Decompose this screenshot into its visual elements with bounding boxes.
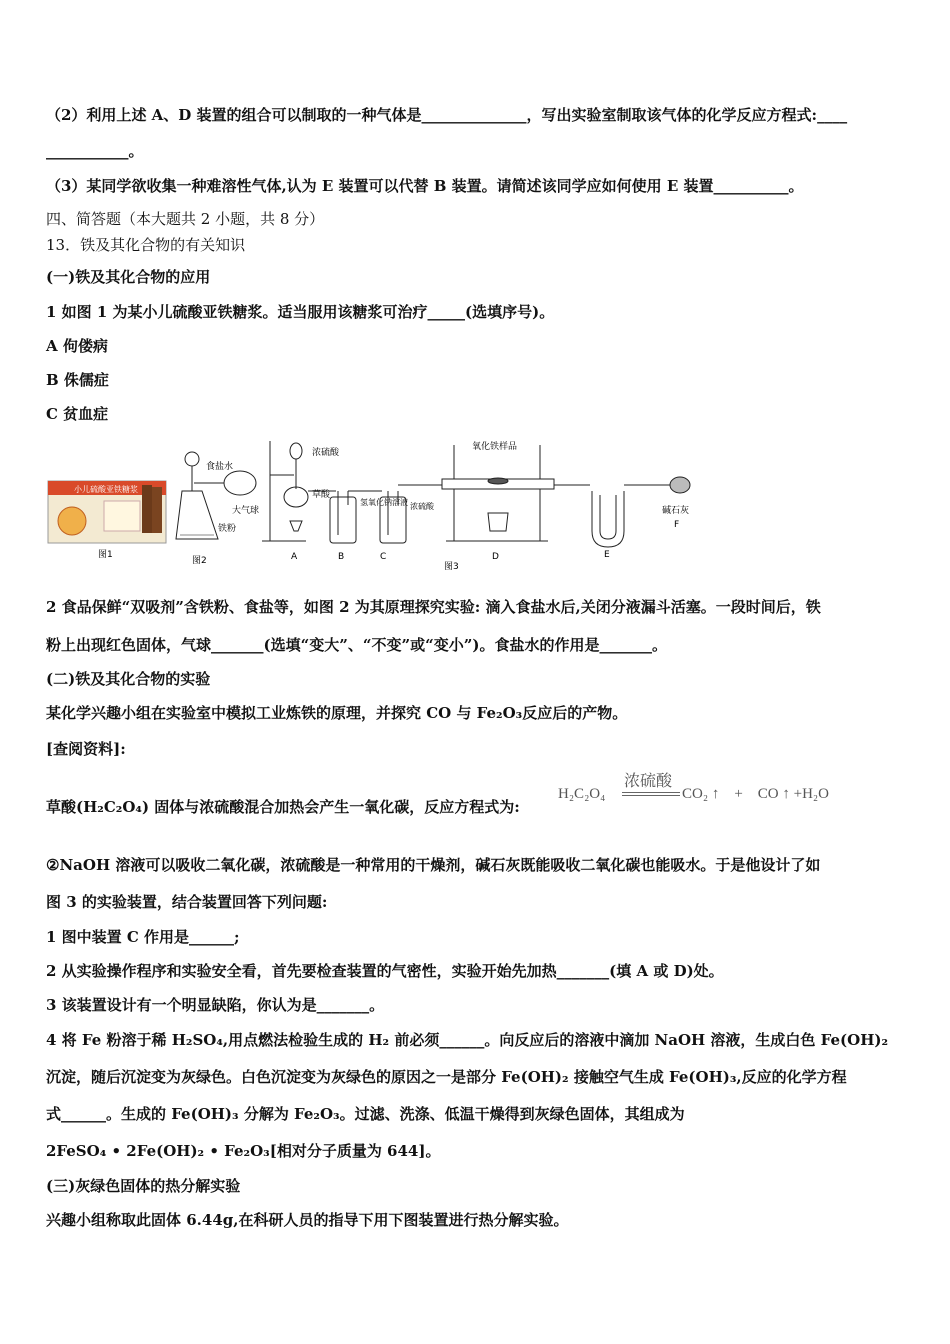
equation-arrow-bottom: [622, 795, 680, 796]
fig1-caption: 图1: [98, 550, 113, 560]
part2-title: (二)铁及其化合物的实验: [46, 670, 211, 688]
step-3: 3 该装置设计有一个明显缺陷，你认为是_______。: [46, 996, 385, 1014]
step-1: 1 图中装置 C 作用是______;: [46, 928, 240, 946]
label-f: F: [674, 520, 680, 530]
label-naoh: 氢氧化钠溶液: [360, 498, 408, 507]
label-balloon: 大气球: [232, 506, 260, 516]
reference-title: [查阅资料]:: [46, 740, 126, 758]
fig2-caption: 图2: [192, 556, 207, 566]
part1-title: (一)铁及其化合物的应用: [46, 268, 211, 286]
reference-1: 草酸(H₂C₂O₄) 固体与浓硫酸混合加热会产生一氧化碳，反应方程式为:: [46, 798, 520, 816]
step-4-a: 4 将 Fe 粉溶于稀 H₂SO₄,用点燃法检验生成的 H₂ 前必须______。向反应后的溶液中滴加 NaOH 溶液，生成白色 Fe(OH)₂: [46, 1031, 889, 1049]
q13-2-b: 粉上出现红色固体，气球_______(选填“变大”、“不变”或“变小”)。食盐水的作用是_______。: [46, 636, 667, 654]
label-soda-lime: 碱石灰: [662, 506, 690, 516]
section-4-title: 四、简答题（本大题共 2 小题，共 8 分）: [46, 210, 325, 228]
label-iron-powder: 铁粉: [218, 524, 237, 534]
q13-title: 13．铁及其化合物的有关知识: [46, 236, 246, 254]
device-c: [380, 485, 442, 543]
device-d: [442, 445, 554, 541]
step-4-b: 沉淀，随后沉淀变为灰绿色。白色沉淀变为灰绿色的原因之一是部分 Fe(OH)₂ 接触空气生成 Fe(OH)₃,反应的化学方程: [46, 1068, 847, 1086]
option-c: C 贫血症: [46, 405, 109, 423]
step-2: 2 从实验操作程序和实验安全看，首先要检查装置的气密性，实验开始先加热_______(填 A 或 D)处。: [46, 962, 724, 980]
q13-1: 1 如图 1 为某小儿硫酸亚铁糖浆。适当服用该糖浆可治疗_____(选填序号)。: [46, 303, 555, 321]
reference-2-a: ②NaOH 溶液可以吸收二氧化碳，浓硫酸是一种常用的干燥剂，碱石灰既能吸收二氧化碳也能吸水。于是他设计了如: [46, 856, 821, 874]
reference-2-b: 图 3 的实验装置，结合装置回答下列问题:: [46, 893, 328, 911]
label-salt-water: 食盐水: [206, 462, 234, 472]
fig3-caption: 图3: [444, 562, 459, 572]
label-b: B: [338, 552, 345, 562]
label-a: A: [291, 552, 298, 562]
q13-2-a: 2 食品保鲜“双吸剂”含铁粉、食盐等，如图 2 为其原理探究实验: 滴入食盐水后,关闭分液漏斗活塞。一段时间后，铁: [46, 598, 821, 616]
label-conc-acid-top: 浓硫酸: [312, 448, 340, 458]
label-oxalic: 草酸: [312, 490, 331, 500]
step-4-c: 式______。生成的 Fe(OH)₃ 分解为 Fe₂O₃。过滤、洗涤、低温干燥得到灰绿色固体，其组成为: [46, 1105, 685, 1123]
apparatus-figure: [44, 435, 734, 575]
label-conc: 浓硫酸: [410, 502, 434, 511]
option-a: A 佝偻病: [46, 337, 108, 355]
label-c: C: [380, 552, 387, 562]
equation-reactant: H₂C₂O₄: [558, 786, 606, 802]
equation-condition: 浓硫酸: [624, 773, 673, 790]
label-fe2o3: 氧化铁样品: [472, 442, 518, 452]
label-e: E: [604, 550, 610, 560]
step-4-d: 2FeSO₄ • 2Fe(OH)₂ • Fe₂O₃[相对分子质量为 644]。: [46, 1142, 441, 1160]
syrup-box-label: 小儿硫酸亚铁糖浆: [74, 485, 138, 494]
experiment-intro: 某化学兴趣小组在实验室中模拟工业炼铁的原理，并探究 CO 与 Fe₂O₃反应后的产物。: [46, 704, 628, 722]
q2-line-b: ___________。: [46, 142, 144, 160]
option-b: B 侏儒症: [46, 371, 109, 389]
part3-title: (三)灰绿色固体的热分解实验: [46, 1177, 241, 1195]
label-d: D: [492, 552, 499, 562]
q2-line-a: （2）利用上述 A、D 装置的组合可以制取的一种气体是______________，写出实验室制取该气体的化学反应方程式:____: [46, 106, 848, 124]
equation-products: CO₂ ↑ + CO ↑ +H₂O: [682, 786, 829, 802]
syrup-box: [48, 481, 166, 543]
equation-arrow-top: [622, 792, 680, 793]
part3-text: 兴趣小组称取此固体 6.44g,在科研人员的指导下用下图装置进行热分解实验。: [46, 1211, 569, 1229]
q3-line: （3）某同学欲收集一种难溶性气体,认为 E 装置可以代替 B 装置。请简述该同学应如何使用 E 装置__________。: [46, 177, 804, 195]
